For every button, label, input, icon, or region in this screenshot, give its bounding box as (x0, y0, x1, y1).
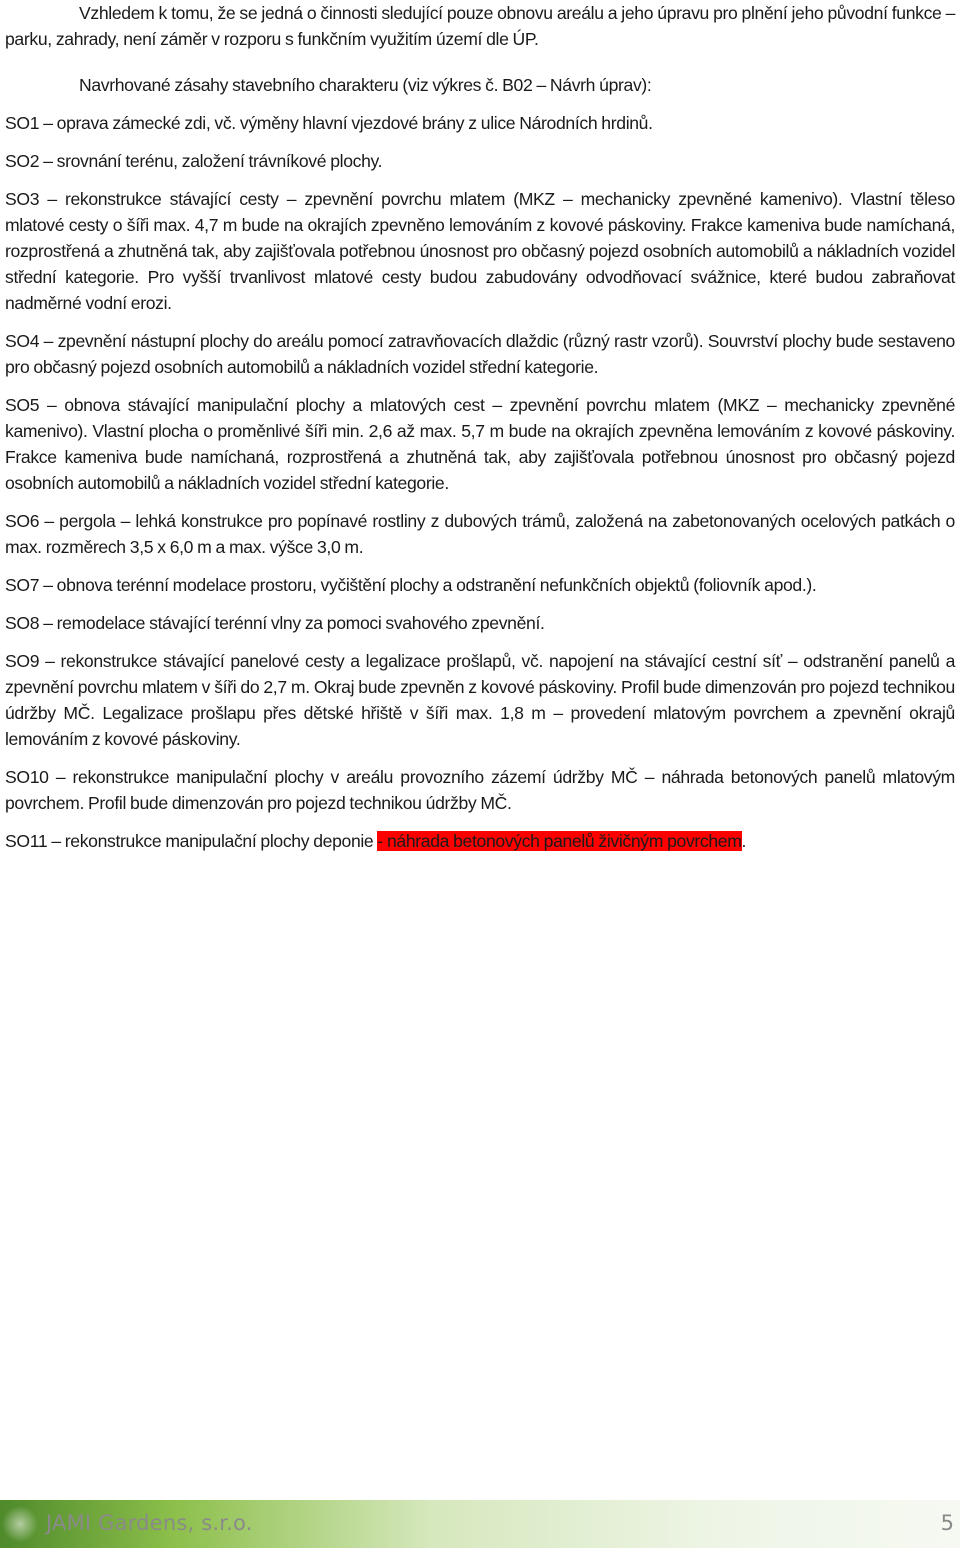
intro-paragraph: Vzhledem k tomu, že se jedná o činnosti sledující pouze obnovu areálu a jeho úpravu pro plnění jeho původní funkce – parku, zahrady, není záměr v rozporu s funkčním využitím území dle ÚP. (5, 3, 955, 49)
highlighted-text: - náhrada betonových panelů živičným povrchem (377, 831, 742, 851)
item-so7: SO7 – obnova terénní modelace prostoru, vyčištění plochy a odstranění nefunkčních objektů (foliovník apod.). (5, 575, 817, 595)
item-so4: SO4 – zpevnění nástupní plochy do areálu pomocí zatravňovacích dlaždic (různý rastr vzorů). Souvrství plochy bude sestaveno pro občasný pojezd osobních automobilů a nákladních vozidel střední kategorie. (5, 331, 955, 377)
item-so1: SO1 – oprava zámecké zdi, vč. výměny hlavní vjezdové brány z ulice Národních hrdinů. (5, 113, 653, 133)
item-so3: SO3 – rekonstrukce stávající cesty – zpevnění povrchu mlatem (MKZ – mechanicky zpevněné kamenivo). Vlastní těleso mlatové cesty o šíři max. 4,7 m bude na okrajích zpevněno lemováním z kovové páskoviny. Frakce kameniva bude namíchaná, rozprostřená a zhutněná tak, aby zajišťovala potřebnou únosnost pro občasný pojezd osobních automobilů a nákladních vozidel střední kategorie. Pro vyšší trvanlivost mlatové cesty budou zabudovány odvodňovací svážnice, které budou zabraňovat nadměrné vodní erozi. (5, 189, 955, 313)
item-so11-text: SO11 – rekonstrukce manipulační plochy deponie (5, 831, 378, 851)
document-body (5, 0, 955, 854)
footer-company-name: JAMI Gardens, s.r.o. (46, 1511, 253, 1535)
item-so11 (5, 828, 955, 854)
item-so11-end: . (741, 831, 747, 851)
section-heading: Navrhované zásahy stavebního charakteru (viz výkres č. B02 – Návrh úprav): (79, 75, 652, 95)
page-number: 5 (940, 1511, 954, 1535)
footer-decoration (0, 1500, 40, 1548)
item-so10: SO10 – rekonstrukce manipulační plochy v areálu provozního zázemí údržby MČ – náhrada betonových panelů mlatovým povrchem. Profil bude dimenzován pro pojezd technikou údržby MČ. (5, 767, 955, 813)
item-so2: SO2 – srovnání terénu, založení trávníkové plochy. (5, 151, 383, 171)
item-so8: SO8 – remodelace stávající terénní vlny za pomoci svahového zpevnění. (5, 613, 545, 633)
item-so9: SO9 – rekonstrukce stávající panelové cesty a legalizace prošlapů, vč. napojení na stávající cestní síť – odstranění panelů a zpevnění povrchu mlatem v šíři do 2,7 m. Okraj bude zpevněn z kovové páskoviny. Profil bude dimenzován pro pojezd technikou údržby MČ. Legalizace prošlapu přes dětské hřiště v šíři max. 1,8 m – provedení mlatovým povrchem a zpevnění okrajů lemováním z kovové páskoviny. (5, 651, 955, 749)
item-so5: SO5 – obnova stávající manipulační plochy a mlatových cest – zpevnění povrchu mlatem (MKZ – mechanicky zpevněné kamenivo). Vlastní plocha o proměnlivé šíři min. 2,6 až max. 5,7 m bude na okrajích zpevněna lemováním z kovové páskoviny. Frakce kameniva bude namíchaná, rozprostřená a zhutněná tak, aby zajišťovala potřebnou únosnost pro občasný pojezd osobních automobilů a nákladních vozidel střední kategorie. (5, 395, 955, 493)
item-so6: SO6 – pergola – lehká konstrukce pro popínavé rostliny z dubových trámů, založená na zabetonovaných ocelových patkách o max. rozměrech 3,5 x 6,0 m a max. výšce 3,0 m. (5, 511, 955, 557)
page-footer (0, 1494, 960, 1548)
